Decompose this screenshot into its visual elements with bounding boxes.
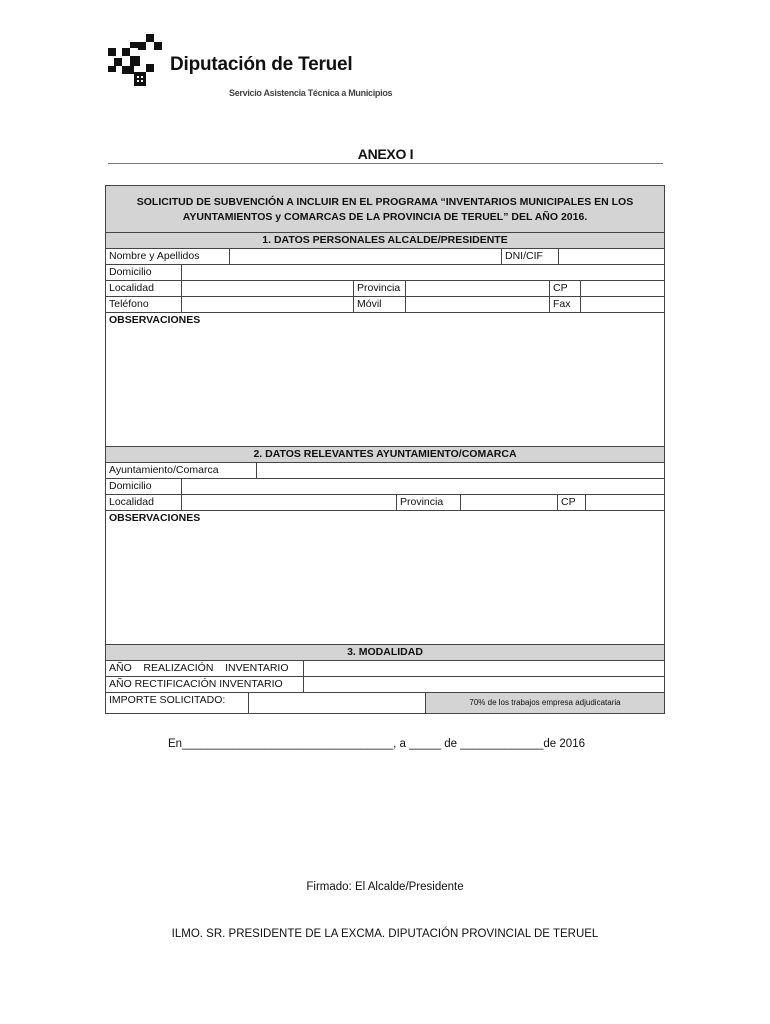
importe-note: 70% de los trabajos empresa adjudicataria — [425, 693, 664, 713]
observaciones1-box[interactable] — [106, 312, 664, 446]
section1-heading: 1. DATOS PERSONALES ALCALDE/PRESIDENTE — [106, 232, 664, 248]
observaciones2-box[interactable] — [106, 510, 664, 644]
anio-rectificacion-field[interactable] — [303, 677, 664, 692]
provincia-label: Provincia — [353, 281, 405, 296]
application-form — [105, 185, 665, 714]
provincia2-field[interactable] — [460, 495, 557, 510]
observaciones2-label: OBSERVACIONES — [109, 512, 201, 524]
anio-realizacion-row — [106, 660, 664, 676]
dni-label: DNI/CIF — [501, 249, 558, 264]
anio-realizacion-label: AÑO REALIZACIÓN INVENTARIO — [109, 662, 289, 674]
ayuntamiento-label: Ayuntamiento/Comarca — [109, 464, 219, 476]
title-divider — [108, 163, 663, 164]
localidad2-label: Localidad — [109, 496, 154, 508]
localidad-field[interactable] — [181, 281, 353, 296]
checkered-logo-icon — [108, 34, 168, 89]
localidad2-field[interactable] — [181, 495, 396, 510]
provincia2-label: Provincia — [396, 495, 460, 510]
movil-label: Móvil — [353, 297, 405, 312]
org-subtitle: Servicio Asistencia Técnica a Municipios — [229, 88, 393, 98]
localidad-row — [106, 280, 664, 296]
domicilio2-field[interactable] — [181, 479, 664, 494]
form-title — [106, 186, 664, 232]
ayuntamiento-row — [106, 462, 664, 478]
cp2-label: CP — [557, 495, 585, 510]
nombre-label: Nombre y Apellidos — [109, 250, 200, 262]
telefono-field[interactable] — [181, 297, 353, 312]
form-title-line1: SOLICITUD DE SUBVENCIÓN A INCLUIR EN EL PROGRAMA “INVENTARIOS MUNICIPALES EN LOS — [136, 196, 634, 208]
domicilio-label: Domicilio — [109, 266, 152, 278]
domicilio-row — [106, 264, 664, 280]
date-line: En_________________________________, a _____ de _____________de 2016 — [168, 738, 585, 750]
anio-rectificacion-label: AÑO RECTIFICACIÓN INVENTARIO — [109, 678, 283, 690]
ayuntamiento-field[interactable] — [256, 463, 664, 478]
provincia-field[interactable] — [405, 281, 549, 296]
nombre-field[interactable] — [229, 249, 501, 264]
anio-rectificacion-row — [106, 676, 664, 692]
localidad-label: Localidad — [109, 282, 154, 294]
fax-field[interactable] — [580, 297, 664, 312]
cp2-field[interactable] — [585, 495, 664, 510]
fax-label: Fax — [549, 297, 580, 312]
importe-label: IMPORTE SOLICITADO: — [109, 694, 226, 706]
localidad2-row — [106, 494, 664, 510]
nombre-row — [106, 248, 664, 264]
telefono-label: Teléfono — [109, 298, 149, 310]
form-title-line2: AYUNTAMIENTOS y COMARCAS DE LA PROVINCIA DE TERUEL” DEL AÑO 2016. — [182, 211, 588, 223]
signature-line: Firmado: El Alcalde/Presidente — [306, 881, 464, 893]
diputacion-logo — [108, 34, 408, 104]
observaciones1-label: OBSERVACIONES — [109, 314, 201, 326]
importe-field[interactable] — [248, 693, 425, 713]
importe-row — [106, 692, 664, 713]
telefono-row — [106, 296, 664, 312]
anio-realizacion-field[interactable] — [303, 661, 664, 676]
cp-label: CP — [549, 281, 580, 296]
movil-field[interactable] — [405, 297, 549, 312]
section3-heading: 3. MODALIDAD — [106, 644, 664, 660]
document-title: ANEXO I — [357, 146, 414, 162]
domicilio-field[interactable] — [181, 265, 664, 280]
section2-heading: 2. DATOS RELEVANTES AYUNTAMIENTO/COMARCA — [106, 446, 664, 462]
domicilio2-row — [106, 478, 664, 494]
cp-field[interactable] — [580, 281, 664, 296]
dni-field[interactable] — [558, 249, 664, 264]
domicilio2-label: Domicilio — [109, 480, 152, 492]
addressee-line: ILMO. SR. PRESIDENTE DE LA EXCMA. DIPUTACIÓN PROVINCIAL DE TERUEL — [171, 928, 599, 940]
org-name: Diputación de Teruel — [170, 54, 353, 75]
